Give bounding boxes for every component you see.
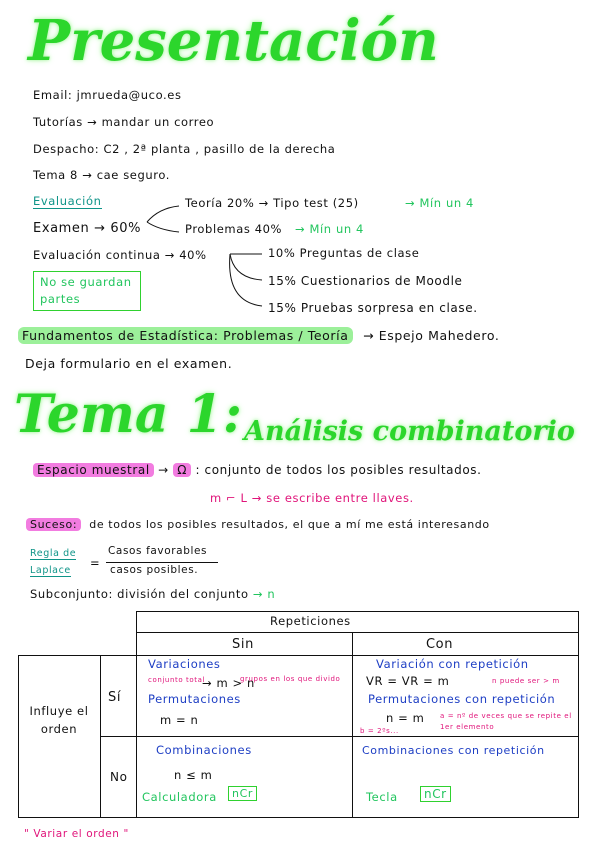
llaves-line: m ⌐ L → se escribe entre llaves. xyxy=(210,491,414,505)
tema1-subtitle: Análisis combinatorio xyxy=(244,416,575,447)
calculadora-label: Calculadora xyxy=(142,790,217,804)
table-influye xyxy=(26,702,92,738)
tema1-title: Tema 1: xyxy=(14,384,243,445)
espacio-line xyxy=(33,463,482,477)
table-subheader-divider xyxy=(18,655,579,656)
no-guardan-box xyxy=(33,271,141,311)
suceso-definition: de todos los posibles resultados, el que a mí me está interesando xyxy=(89,518,490,531)
perm-rep-note-text: a = nº de veces que se repite el 1er elemento xyxy=(440,712,572,731)
espacio-arrow: → xyxy=(158,463,174,477)
table-mid-divider xyxy=(100,736,579,737)
fundamentos-line xyxy=(18,328,499,343)
subconjunto-line xyxy=(30,587,275,601)
tutorias-line: Tutorías → mandar un correo xyxy=(33,115,215,129)
espacio-definition: : conjunto de todos los posibles resultados. xyxy=(195,463,482,477)
espacio-highlight: Espacio muestral xyxy=(33,463,154,477)
table-col2-border xyxy=(136,611,137,817)
perm-rep-label: Permutaciones con repetición xyxy=(368,692,556,706)
var-rep-formula xyxy=(366,674,449,688)
table-top-border xyxy=(136,611,579,612)
perm-rep-formula: n = m xyxy=(386,711,425,725)
laplace-label xyxy=(30,545,86,579)
table-influye-text: Influye el orden xyxy=(29,704,89,736)
examen-line: Examen → 60% xyxy=(33,221,142,236)
suceso-highlight: Suceso: xyxy=(26,518,81,531)
var-rep-label: Variación con repetición xyxy=(376,657,529,671)
laplace-equals: = xyxy=(90,556,101,570)
problemas-line: Problemas 40% xyxy=(185,222,283,236)
teoria-min: → Mín un 4 xyxy=(405,196,474,210)
comb-rep-label: Combinaciones con repetición xyxy=(362,744,545,757)
continua-item-1: 10% Preguntas de clase xyxy=(268,246,420,260)
suceso-line xyxy=(26,518,490,531)
subconjunto-text: Subconjunto: división del conjunto xyxy=(30,587,249,601)
laplace-numerator: Casos favorables xyxy=(108,545,208,557)
formulario-line: Deja formulario en el examen. xyxy=(25,356,233,371)
table-sin: Sin xyxy=(232,637,254,652)
fundamentos-rest: → Espejo Mahedero. xyxy=(363,328,500,343)
table-no: No xyxy=(110,770,128,784)
perm-rep-b: b = 2ºs... xyxy=(360,727,399,735)
subconjunto-arrow: → n xyxy=(252,587,276,601)
perm-rep-note xyxy=(440,711,572,733)
table-header: Repeticiones xyxy=(270,614,351,628)
continua-item-3: 15% Pruebas sorpresa en clase. xyxy=(268,301,478,315)
laplace-fraction-bar xyxy=(106,562,218,563)
table-si: Sí xyxy=(108,690,122,705)
tema8-line: Tema 8 → cae seguro. xyxy=(33,168,171,182)
table-col3-border xyxy=(352,632,353,817)
ncr-key-2: nCr xyxy=(420,786,451,802)
continua-item-2: 15% Cuestionarios de Moodle xyxy=(268,274,463,288)
problemas-min: → Mín un 4 xyxy=(295,222,364,236)
footer-note: " Variar el orden " xyxy=(24,828,129,840)
email-line: Email: jmrueda@uco.es xyxy=(33,88,182,102)
branch-arrows xyxy=(145,200,185,240)
permutaciones-label: Permutaciones xyxy=(148,692,241,706)
variaciones-label: Variaciones xyxy=(148,657,221,671)
table-left-border xyxy=(18,655,19,817)
table-con: Con xyxy=(426,637,454,652)
continua-line: Evaluación continua → 40% xyxy=(33,248,207,262)
var-rep-formula-b: = m xyxy=(423,674,450,688)
page-title: Presentación xyxy=(28,8,439,74)
variaciones-formula: → m > n xyxy=(202,676,255,690)
variaciones-note1: conjunto total xyxy=(148,676,206,684)
table-bottom-border xyxy=(18,817,579,818)
fundamentos-highlight: Fundamentos de Estadística: Problemas / Teoría xyxy=(18,327,353,344)
table-col1-border xyxy=(100,655,101,817)
combinaciones-formula: n ≤ m xyxy=(174,768,213,782)
laplace-label-text: Regla de Laplace xyxy=(30,548,77,576)
table-header-divider xyxy=(136,632,579,633)
despacho-line: Despacho: C2 , 2ª planta , pasillo de la derecha xyxy=(33,142,336,156)
teoria-line: Teoría 20% → Tipo test (25) xyxy=(185,196,359,210)
laplace-denominator: casos posibles. xyxy=(110,564,199,576)
var-rep-note: n puede ser > m xyxy=(492,677,560,685)
omega-symbol: Ω xyxy=(173,463,191,477)
evaluacion-label: Evaluación xyxy=(33,194,102,208)
variaciones-note2: grupos en los que divido xyxy=(240,675,341,683)
no-guardan-text: No se guardan partes xyxy=(40,275,132,306)
tecla-label: Tecla xyxy=(366,790,398,804)
combinaciones-label: Combinaciones xyxy=(156,743,252,757)
table-right-border xyxy=(578,611,579,817)
var-rep-formula-a: VR = VR xyxy=(366,674,419,688)
permutaciones-formula: m = n xyxy=(160,713,199,727)
ncr-key: nCr xyxy=(228,786,257,801)
